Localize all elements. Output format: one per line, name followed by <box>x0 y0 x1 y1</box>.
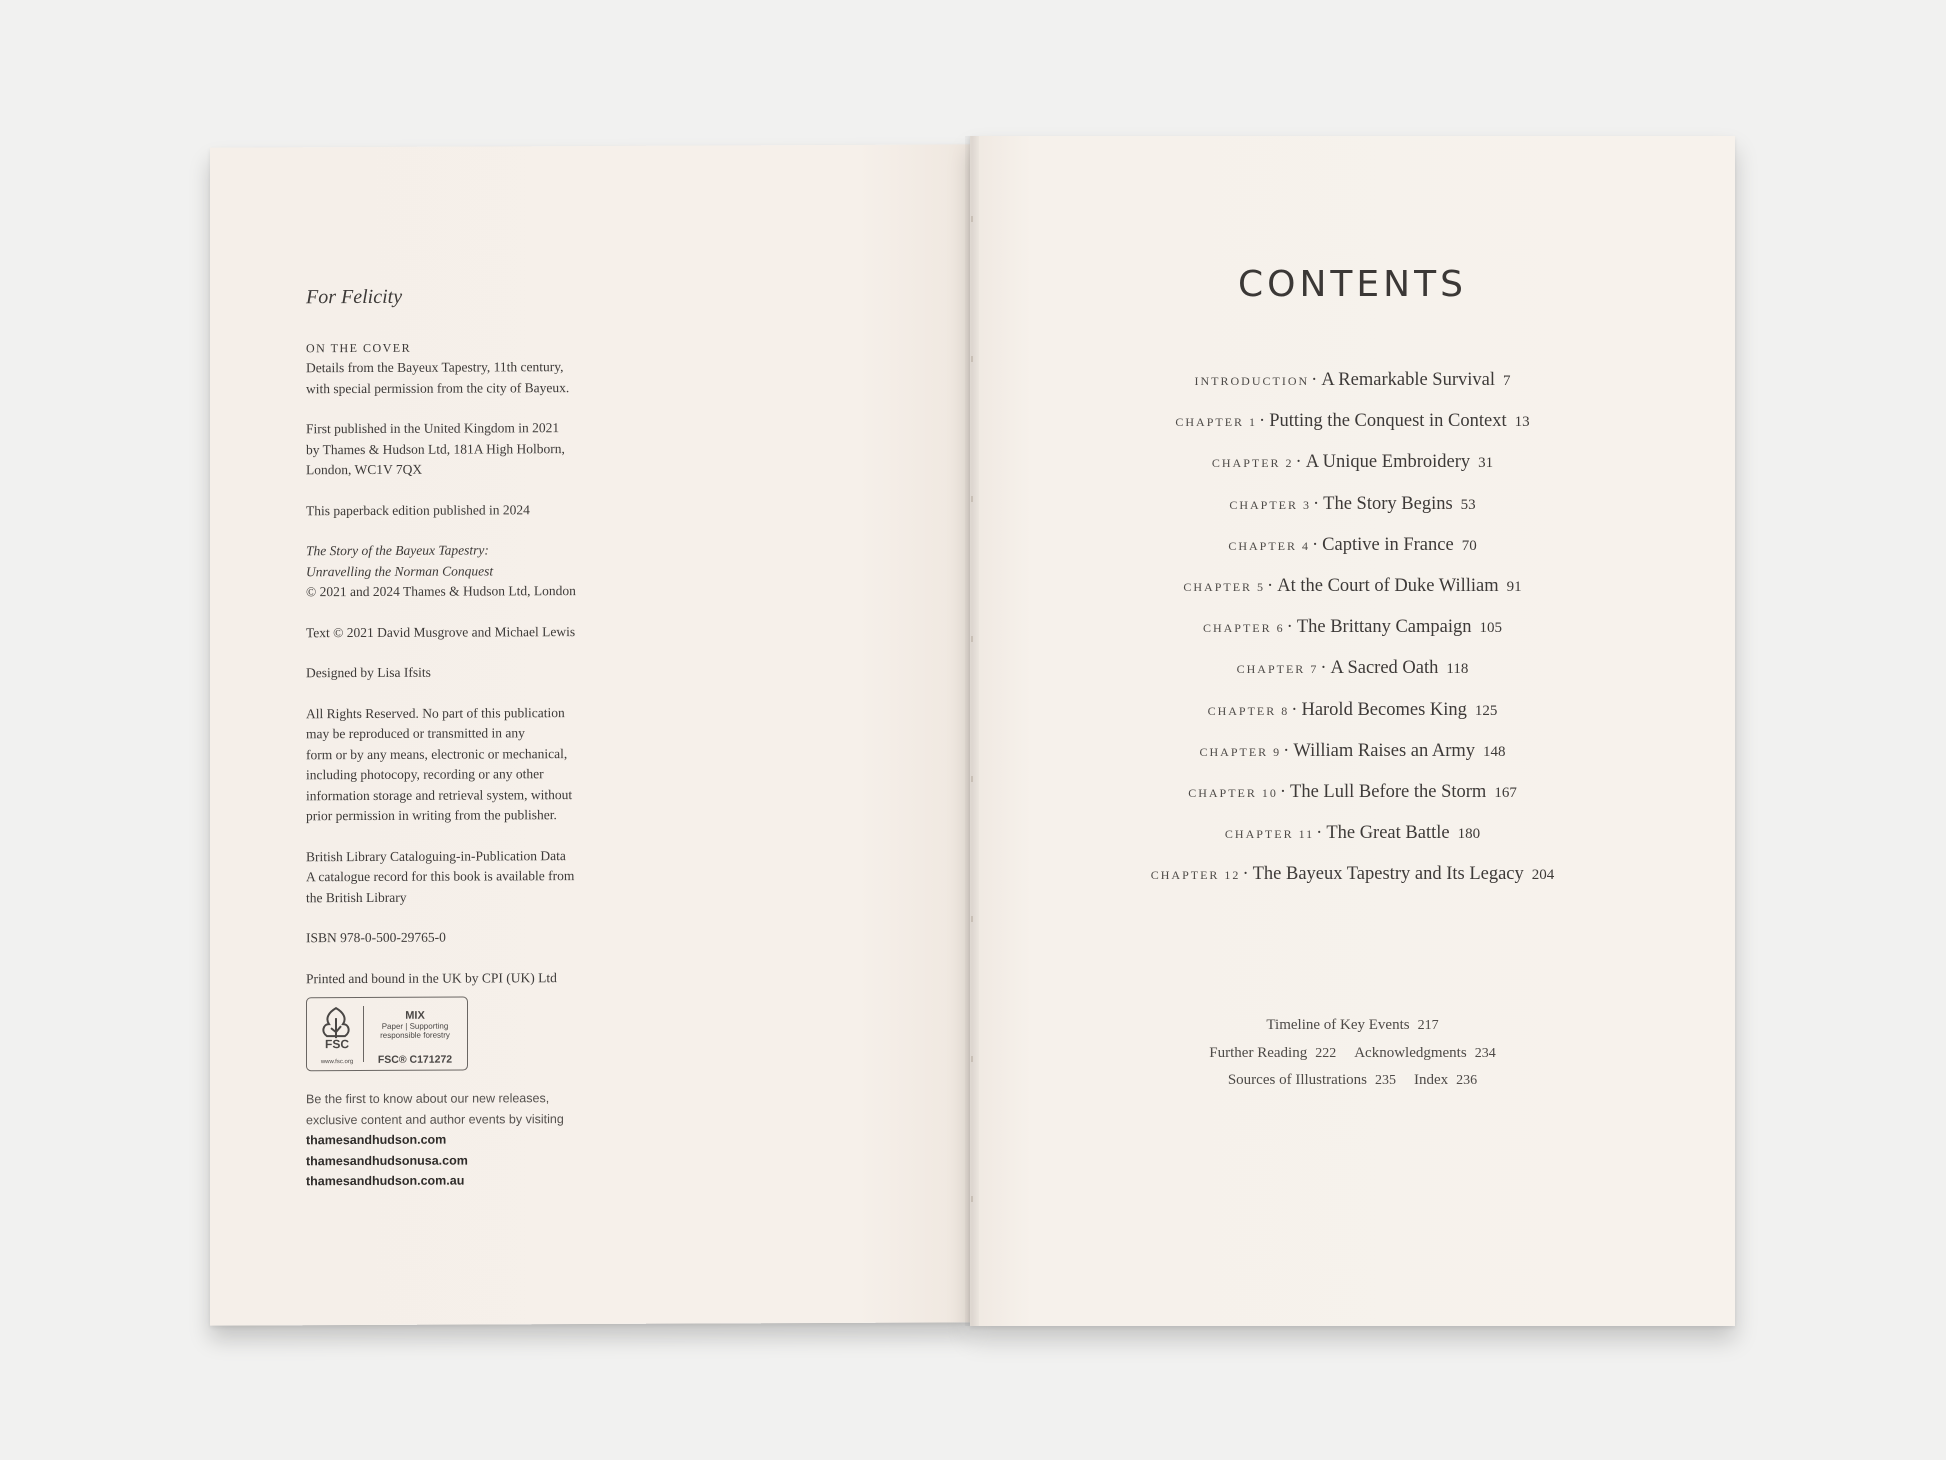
toc-separator: · <box>1267 575 1274 596</box>
toc-label: CHAPTER 3 <box>1229 497 1311 512</box>
toc-label: CHAPTER 8 <box>1207 703 1290 718</box>
back-matter-page: 217 <box>1417 1018 1439 1033</box>
back-matter-page: 222 <box>1315 1045 1337 1061</box>
toc-entry <box>970 698 1735 739</box>
rights-line: may be reproduced or transmitted in any <box>306 725 525 742</box>
isbn: ISBN 978-0-500-29765-0 <box>306 929 446 946</box>
toc-title: The Bayeux Tapestry and Its Legacy <box>1252 864 1524 885</box>
toc-title: The Brittany Campaign <box>1296 617 1472 638</box>
imprint-page <box>306 286 686 1192</box>
fsc-paper-text <box>367 1022 463 1040</box>
published-line: by Thames & Hudson Ltd, 181A High Holborn, <box>306 440 565 457</box>
toc-separator: · <box>1242 864 1249 885</box>
publication-info <box>306 418 686 481</box>
toc-page: 204 <box>1531 867 1555 884</box>
text-copyright: Text © 2021 David Musgrove and Michael Lewis <box>306 623 576 640</box>
cover-heading: ON THE COVER <box>306 340 412 355</box>
copyright-line: © 2021 and 2024 Thames & Hudson Ltd, London <box>306 583 576 600</box>
fsc-paper-line: responsible forestry <box>380 1030 450 1040</box>
toc-title: The Lull Before the Storm <box>1290 781 1487 802</box>
toc-page: 180 <box>1457 826 1481 843</box>
toc-entry <box>970 862 1735 903</box>
toc-entry <box>970 368 1735 409</box>
book-title-line: The Story of the Bayeux Tapestry: <box>306 542 489 559</box>
toc-separator: · <box>1279 781 1287 802</box>
toc-label: CHAPTER 2 <box>1211 456 1294 471</box>
toc-separator: · <box>1259 411 1266 432</box>
left-page <box>210 144 970 1325</box>
back-matter <box>970 1012 1735 1095</box>
toc-page: 118 <box>1446 661 1469 678</box>
rights-line: prior permission in writing from the publisher. <box>306 807 557 824</box>
fsc-brand: FSC <box>325 1037 349 1052</box>
toc-page: 53 <box>1460 496 1476 513</box>
contents-page <box>970 136 1735 1326</box>
toc-label: CHAPTER 5 <box>1183 579 1266 594</box>
cip-line: A catalogue record for this book is available from <box>306 868 575 885</box>
published-line: London, WC1V 7QX <box>306 461 423 478</box>
back-matter-title: Acknowledgments <box>1354 1044 1467 1061</box>
toc-title: A Unique Embroidery <box>1305 452 1471 473</box>
toc-page: 7 <box>1502 373 1511 389</box>
fsc-divider <box>363 1006 364 1062</box>
toc-label: CHAPTER 1 <box>1175 415 1258 430</box>
toc-label: CHAPTER 10 <box>1188 785 1278 800</box>
toc-separator: · <box>1320 658 1327 679</box>
copyright-block <box>306 540 686 603</box>
toc-entry <box>970 739 1735 780</box>
promo-line: exclusive content and author events by visiting <box>306 1111 564 1127</box>
cip-line: the British Library <box>306 889 407 905</box>
toc-title: The Great Battle <box>1326 823 1450 844</box>
toc-separator: · <box>1291 699 1298 720</box>
toc-label: CHAPTER 11 <box>1224 827 1315 842</box>
toc-page: 91 <box>1506 578 1522 595</box>
toc-entry <box>970 533 1735 574</box>
toc-separator: · <box>1311 370 1318 390</box>
back-matter-title: Index <box>1414 1072 1449 1088</box>
fsc-mix: MIX <box>405 1009 425 1022</box>
fsc-logo-box <box>306 997 468 1072</box>
back-matter-title: Timeline of Key Events <box>1266 1017 1410 1033</box>
promo-line: Be the first to know about our new releases, <box>306 1091 550 1107</box>
toc-separator: · <box>1283 740 1290 761</box>
back-matter-title: Further Reading <box>1209 1044 1308 1061</box>
fsc-site: www.fsc.org <box>320 1059 354 1066</box>
toc-title: The Story Begins <box>1323 493 1453 514</box>
toc-entry <box>970 656 1735 697</box>
cover-line: Details from the Bayeux Tapestry, 11th century, <box>306 359 564 376</box>
toc-label: CHAPTER 12 <box>1150 868 1241 883</box>
printer-credit: Printed and bound in the UK by CPI (UK) Ltd <box>306 969 557 986</box>
toc-title: Putting the Conquest in Context <box>1269 411 1507 432</box>
toc-page: 167 <box>1494 784 1517 801</box>
rights-line: including photocopy, recording or any other <box>306 766 544 783</box>
back-matter-page: 236 <box>1456 1073 1478 1088</box>
book-title-line: Unravelling the Norman Conquest <box>306 562 494 579</box>
toc-separator: · <box>1295 452 1302 473</box>
website-link: thamesandhudson.com.au <box>306 1173 465 1189</box>
toc-title: A Sacred Oath <box>1330 658 1439 679</box>
back-matter-row <box>970 1067 1735 1095</box>
toc-title: Captive in France <box>1322 534 1454 555</box>
toc-entry <box>970 492 1735 533</box>
fsc-code: FSC® C171272 <box>377 1053 453 1066</box>
toc-title: At the Court of Duke William <box>1277 575 1499 596</box>
toc-label: INTRODUCTION <box>1194 374 1310 388</box>
toc-page: 70 <box>1461 537 1477 554</box>
website-link: thamesandhudson.com <box>306 1132 447 1148</box>
rights-line: information storage and retrieval system, without <box>306 786 573 803</box>
back-matter-page: 234 <box>1474 1045 1496 1061</box>
toc-entry <box>970 821 1735 862</box>
toc-label: CHAPTER 6 <box>1202 621 1285 636</box>
table-of-contents <box>970 368 1735 903</box>
back-matter-row <box>970 1012 1735 1040</box>
toc-separator: · <box>1286 617 1293 638</box>
toc-page: 148 <box>1483 743 1506 760</box>
toc-title: Harold Becomes King <box>1301 699 1467 720</box>
cip-line: British Library Cataloguing-in-Publication Data <box>306 847 566 864</box>
open-book <box>210 136 1735 1326</box>
paperback-edition: This paperback edition published in 2024 <box>306 501 530 518</box>
toc-label: CHAPTER 9 <box>1199 744 1282 759</box>
toc-page: 31 <box>1478 455 1494 472</box>
toc-separator: · <box>1312 534 1319 555</box>
cip-data <box>306 845 686 908</box>
toc-title: William Raises an Army <box>1293 740 1476 761</box>
toc-page: 13 <box>1514 414 1530 431</box>
website-link: thamesandhudsonusa.com <box>306 1153 468 1168</box>
published-line: First published in the United Kingdom in 2021 <box>306 420 560 437</box>
rights-line: form or by any means, electronic or mechanical, <box>306 745 568 762</box>
promo-text <box>306 1088 686 1192</box>
back-matter-row <box>970 1040 1735 1068</box>
toc-label: CHAPTER 4 <box>1228 538 1310 553</box>
cover-line: with special permission from the city of Bayeux. <box>306 379 570 396</box>
toc-title: A Remarkable Survival <box>1321 370 1495 390</box>
back-matter-title: Sources of Illustrations <box>1227 1072 1367 1088</box>
back-matter-page: 235 <box>1375 1073 1396 1088</box>
toc-separator: · <box>1316 823 1323 844</box>
toc-entry <box>970 450 1735 491</box>
toc-entry <box>970 780 1735 821</box>
toc-entry <box>970 615 1735 656</box>
fsc-paper-line: Paper | Supporting <box>381 1021 449 1031</box>
toc-entry <box>970 574 1735 615</box>
toc-page: 105 <box>1479 620 1503 637</box>
rights-line: All Rights Reserved. No part of this publication <box>306 704 565 721</box>
toc-page: 125 <box>1474 702 1498 719</box>
dedication: For Felicity <box>306 285 403 309</box>
toc-label: CHAPTER 7 <box>1236 662 1319 677</box>
rights-statement <box>306 702 686 827</box>
cover-credit <box>306 336 686 399</box>
toc-entry <box>970 409 1735 450</box>
designer-credit: Designed by Lisa Ifsits <box>306 664 431 681</box>
toc-separator: · <box>1313 493 1320 514</box>
contents-heading: CONTENTS <box>1238 264 1467 305</box>
